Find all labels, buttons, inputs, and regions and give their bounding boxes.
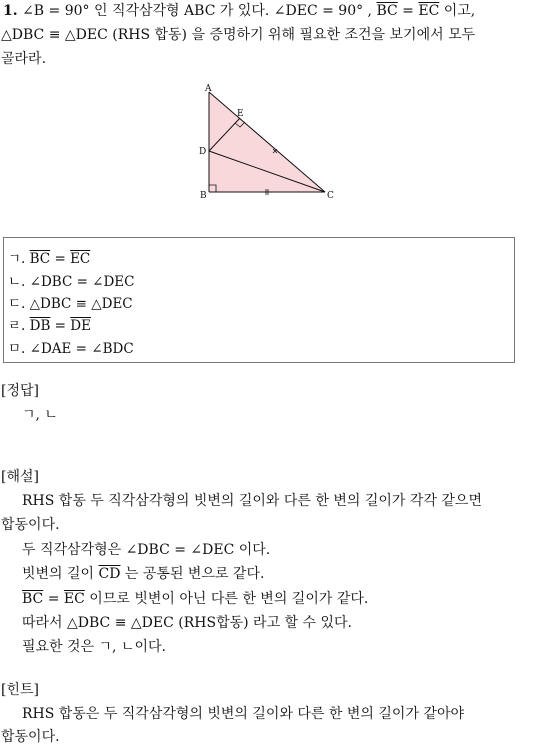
explanation-line-7: 필요한 것은 ㄱ, ㄴ이다. xyxy=(22,639,166,655)
triangle-figure xyxy=(195,80,345,205)
option-1: ㄱ. $\overline{BC} = \overline{EC}$ xyxy=(8,251,91,267)
options-box xyxy=(3,237,515,363)
option-3: ㄷ. △DBC ≡ △DEC xyxy=(8,296,133,312)
problem-line-1: 1. ∠B = 90° 인 직각삼각형 ABC 가 있다. ∠DEC = 90° , $\overline{BC} = \overline{EC}$ 이고, xyxy=(3,3,476,19)
label-D: D xyxy=(199,147,207,157)
option-5: ㅁ. ∠DAE = ∠BDC xyxy=(8,341,134,357)
hint-line-2: 합동이다. xyxy=(1,729,60,745)
explanation-line-6: 따라서 △DBC ≡ △DEC (RHS합동) 라고 할 수 있다. xyxy=(22,615,352,631)
label-B: B xyxy=(200,191,207,201)
explanation-line-4: 빗변의 길이 $\overline{CD}$ 는 공통된 변으로 같다. xyxy=(22,566,265,582)
hint-line-1: RHS 합동은 두 직각삼각형의 빗변의 길이와 다른 한 변의 길이가 같아야 xyxy=(22,706,464,722)
option-4: ㄹ. $\overline{DB} = \overline{DE}$ xyxy=(8,318,91,334)
explanation-tag: [해설] xyxy=(1,469,39,485)
explanation-line-3: 두 직각삼각형은 ∠DBC = ∠DEC 이다. xyxy=(22,542,271,558)
label-C: C xyxy=(327,191,334,201)
option-2: ㄴ. ∠DBC = ∠DEC xyxy=(8,274,135,290)
problem-line-3: 골라라. xyxy=(1,51,47,67)
explanation-line-2: 합동이다. xyxy=(1,517,60,533)
explanation-line-1: RHS 합동 두 직각삼각형의 빗변의 길이와 다른 한 변의 길이가 각각 같으면 xyxy=(22,493,482,509)
answer-text: ㄱ, ㄴ xyxy=(22,407,58,423)
hint-tag: [힌트] xyxy=(1,682,39,698)
problem-number: 1. xyxy=(3,3,18,19)
problem-line-2: △DBC ≡ △DEC (RHS 합동) 을 증명하기 위해 필요한 조건을 보기에서 모두 xyxy=(1,27,476,43)
explanation-line-5: $\overline{BC} = \overline{EC}$ 이므로 빗변이 아닌 다른 한 변의 길이가 같다. xyxy=(22,591,369,607)
label-E: E xyxy=(237,109,244,119)
label-A: A xyxy=(205,84,212,94)
answer-tag: [정답] xyxy=(1,383,39,399)
